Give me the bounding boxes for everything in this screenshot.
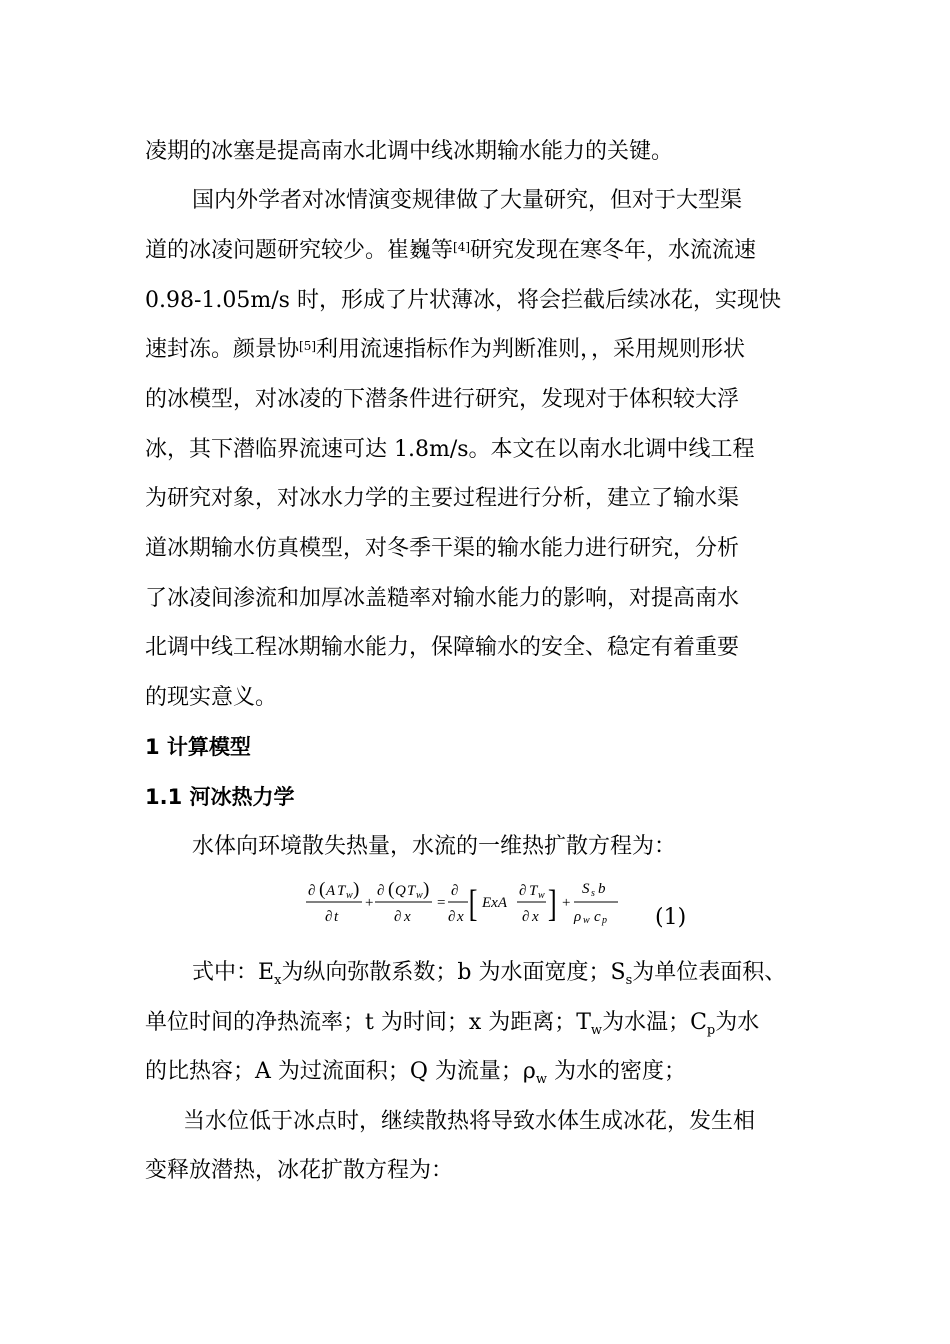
text-line-freeze-2: 变释放潜热，冰花扩散方程为： [145, 1158, 454, 1183]
definitions-line-2 [145, 1008, 759, 1041]
subscript: w [590, 1023, 603, 1038]
citation-ref-4[interactable]: [4] [453, 240, 471, 254]
svg-text:[: [ [468, 883, 478, 926]
svg-text:x: x [404, 909, 411, 925]
svg-text:∂: ∂ [377, 883, 385, 899]
svg-text:=: = [437, 895, 446, 911]
svg-text:ExA: ExA [482, 895, 507, 911]
text-line-5 [145, 335, 745, 365]
equation-number: (1) [655, 905, 687, 930]
svg-text:]: ] [547, 883, 557, 926]
text-line-12: 的现实意义。 [145, 685, 278, 710]
text-line-6: 的冰模型，对冰凌的下潜条件进行研究，发现对于体积较大浮 [145, 387, 740, 412]
text-segment: 的比热容；A 为过流面积；Q 为流量；ρ [145, 1059, 536, 1084]
svg-text:(: ( [388, 879, 395, 900]
svg-text:∂: ∂ [448, 909, 456, 925]
section-heading-1-1: 1.1 河冰热力学 [145, 785, 295, 809]
svg-text:∂: ∂ [394, 909, 402, 925]
text-line-freeze-1: 当水位低于冰点时，继续散热将导致水体生成冰花，发生相 [183, 1109, 756, 1134]
svg-text:x: x [532, 909, 539, 925]
svg-text:(: ( [319, 879, 326, 900]
svg-text:w: w [538, 890, 545, 901]
text-line-7: 冰，其下潜临界流速可达 1.8m/s。本文在以南水北调中线工程 [145, 437, 755, 462]
svg-text:t: t [334, 909, 339, 925]
svg-text:∂: ∂ [522, 909, 530, 925]
svg-text:c: c [594, 909, 601, 925]
svg-text:w: w [583, 915, 590, 926]
svg-text:+: + [562, 895, 571, 911]
svg-text:x: x [457, 909, 464, 925]
text-segment: 道的冰凌问题研究较少。崔巍等 [145, 238, 454, 263]
text-segment: 为水的密度； [547, 1059, 686, 1084]
svg-text:S: S [582, 881, 590, 897]
text-segment: 速封冻。颜景协 [145, 337, 300, 362]
svg-text:∂: ∂ [519, 883, 527, 899]
text-segment: 为水温；C [602, 1010, 707, 1035]
svg-text:T: T [337, 883, 346, 899]
svg-text:w: w [346, 890, 353, 901]
text-segment: 式中：E [192, 960, 275, 985]
text-segment: 研究发现在寒冬年，水流流速 [470, 238, 757, 263]
text-line-10: 了冰凌间渗流和加厚冰盖糙率对输水能力的影响，对提高南水 [145, 586, 740, 611]
text-segment: 利用流速指标作为判断准则，，采用规则形状 [316, 337, 746, 362]
definitions-line-1 [192, 958, 786, 991]
svg-text:s: s [591, 888, 595, 899]
text-line-11: 北调中线工程冰期输水能力，保障输水的安全、稳定有着重要 [145, 635, 740, 660]
svg-text:): ) [423, 879, 430, 900]
svg-text:A: A [326, 883, 336, 899]
section-heading-1: 1 计算模型 [145, 735, 251, 759]
equation-term-2 [375, 879, 432, 925]
svg-text:): ) [353, 879, 360, 900]
equation-term-3 [448, 883, 557, 925]
citation-ref-5[interactable]: [5] [299, 339, 317, 353]
text-line-2: 国内外学者对冰情演变规律做了大量研究，但对于大型渠 [192, 188, 743, 213]
text-line-8: 为研究对象，对冰水力学的主要过程进行分析，建立了输水渠 [145, 486, 740, 511]
svg-text:∂: ∂ [451, 883, 459, 899]
svg-text:∂: ∂ [325, 909, 333, 925]
svg-text:ρ: ρ [574, 909, 582, 925]
svg-text:+: + [365, 895, 374, 911]
equation-intro: 水体向环境散失热量，水流的一维热扩散方程为： [192, 834, 677, 859]
equation-term-4 [573, 881, 618, 926]
svg-text:∂: ∂ [308, 883, 316, 899]
text-segment: 单位时间的净热流率；t 为时间；x 为距离；T [145, 1010, 591, 1035]
text-segment: 为纵向弥散系数；b 为水面宽度；S [281, 960, 626, 985]
svg-text:b: b [598, 881, 606, 897]
text-segment: 为水 [715, 1010, 760, 1035]
svg-text:Q: Q [395, 883, 406, 899]
definitions-line-3 [145, 1057, 686, 1090]
svg-text:w: w [416, 890, 423, 901]
heat-diffusion-equation [300, 876, 640, 930]
subscript: s [625, 973, 633, 988]
text-line-1: 凌期的冰塞是提高南水北调中线冰期输水能力的关键。 [145, 139, 674, 164]
subscript: w [535, 1072, 547, 1087]
subscript: x [274, 973, 282, 988]
subscript: p [706, 1023, 716, 1038]
equation-term-1 [306, 879, 362, 925]
text-line-4: 0.98-1.05m/s 时，形成了片状薄冰，将会拦截后续冰花，实现快 [145, 288, 781, 313]
svg-text:p: p [602, 915, 607, 926]
text-segment: 为单位表面积、 [632, 960, 787, 985]
svg-text:T: T [529, 883, 538, 899]
text-line-3 [145, 236, 756, 266]
text-line-9: 道冰期输水仿真模型，对冬季干渠的输水能力进行研究，分析 [145, 536, 740, 561]
svg-text:T: T [407, 883, 416, 899]
